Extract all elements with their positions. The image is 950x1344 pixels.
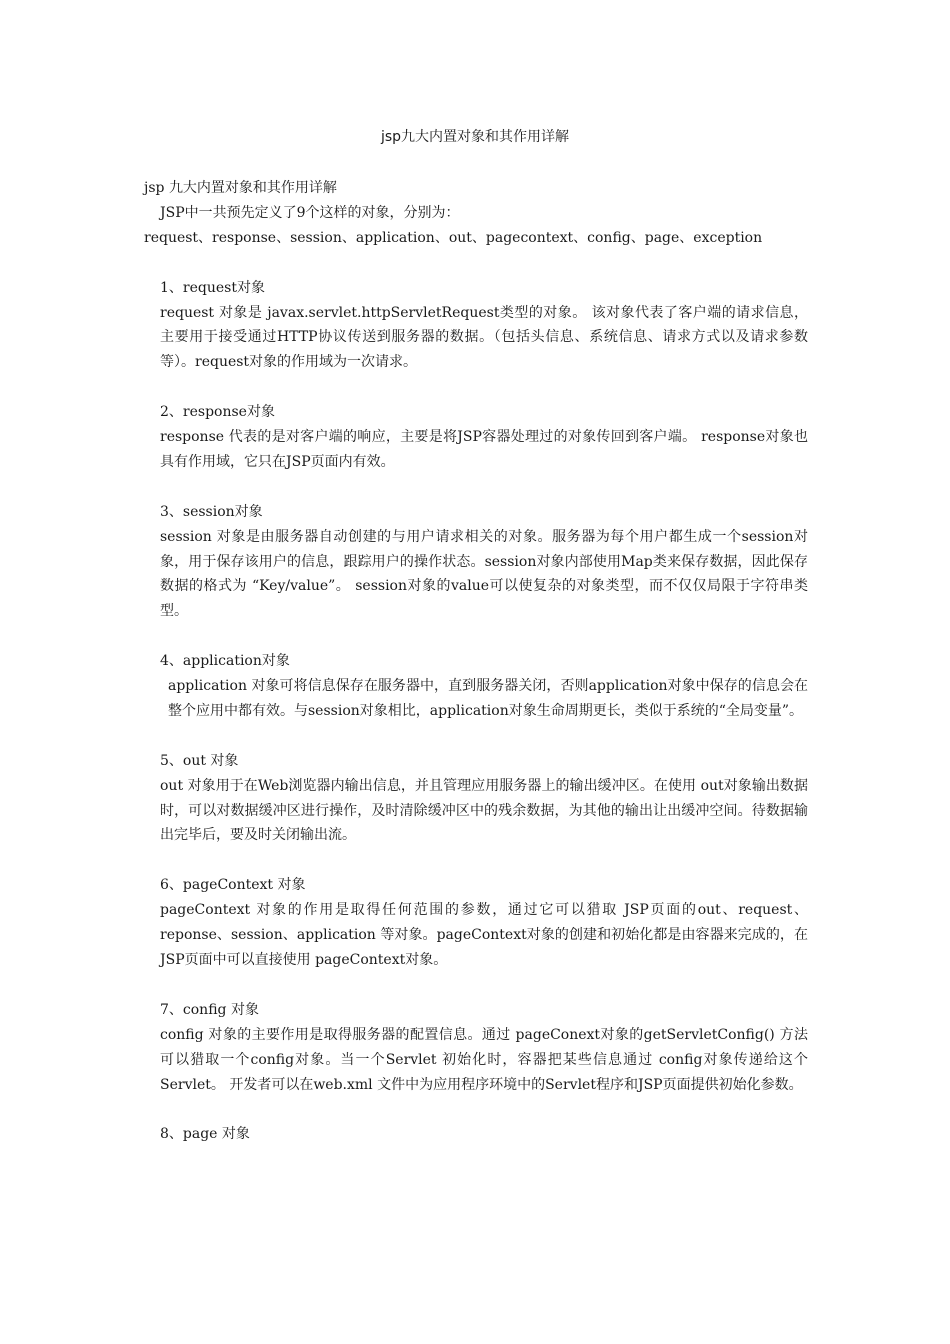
section-heading-request: 1、request对象 <box>160 279 265 296</box>
intro-lead: JSP中一共预先定义了9个这样的对象，分别为： <box>160 204 460 221</box>
section-heading-application: 4、application对象 <box>160 653 290 670</box>
section-heading-out: 5、out 对象 <box>160 752 239 769</box>
spacer <box>144 1097 808 1122</box>
spacer <box>144 624 808 649</box>
section-heading-session: 3、session对象 <box>160 503 263 520</box>
section-body-application: application 对象可将信息保存在服务器中，直到服务器关闭，否则application对象中保存的信息会在整个应用中都有效。与session对象相比，application对象生命周期更长，类似于系统的“全局变量”。 <box>168 678 808 719</box>
document-title: jsp九大内置对象和其作用详解 <box>380 129 570 145</box>
spacer <box>144 375 808 400</box>
spacer <box>144 251 808 276</box>
spacer <box>144 724 808 749</box>
section-body-pagecontext: pageContext 对象的作用是取得任何范围的参数，通过它可以猎取 JSP页面的out、request、reponse、session、application 等对象。pageContext对象的创建和初始化都是由容器来完成的，在JSP页面中可以直接使用 pageContext对象。 <box>160 902 808 968</box>
section-heading-pagecontext: 6、pageContext 对象 <box>160 877 306 894</box>
intro-object-list: request、response、session、application、out、pagecontext、config、page、exception <box>144 229 763 246</box>
spacer <box>144 475 808 500</box>
section-body-config: config 对象的主要作用是取得服务器的配置信息。通过 pageConext对象的getServletConfig() 方法可以猎取一个config对象。当一个Servlet 初始化时，容器把某些信息通过 config对象传递给这个 Servlet。 开发者可以在web.xml 文件中为应用程序环境中的Servlet程序和JSP页面提供初始化参数。 <box>160 1026 808 1093</box>
section-heading-config: 7、config 对象 <box>160 1001 259 1018</box>
spacer <box>144 973 808 998</box>
intro-heading: jsp 九大内置对象和其作用详解 <box>144 180 337 196</box>
section-heading-page: 8、page 对象 <box>160 1126 250 1143</box>
section-body-request: request 对象是 javax.servlet.httpServletRequest类型的对象。 该对象代表了客户端的请求信息，主要用于接受通过HTTP协议传送到服务器的数据。（包括头信息、系统信息、请求方式以及请求参数等）。request对象的作用域为一次请求。 <box>160 304 808 371</box>
section-body-session: session 对象是由服务器自动创建的与用户请求相关的对象。服务器为每个用户都生成一个session对象，用于保存该用户的信息，跟踪用户的操作状态。session对象内部使用Map类来保存数据，因此保存数据的格式为 “Key/value”。 session对象的value可以使复杂的对象类型，而不仅仅局限于字符串类型。 <box>160 528 808 620</box>
section-body-response: response 代表的是对客户端的响应，主要是将JSP容器处理过的对象传回到客户端。 response对象也具有作用域，它只在JSP页面内有效。 <box>160 429 808 470</box>
section-heading-response: 2、response对象 <box>160 404 275 421</box>
document-body <box>144 176 808 1147</box>
section-body-out: out 对象用于在Web浏览器内输出信息，并且管理应用服务器上的输出缓冲区。在使用 out对象输出数据时，可以对数据缓冲区进行操作，及时清除缓冲区中的残余数据，为其他的输出让出缓冲空间。待数据输出完毕后，要及时关闭输出流。 <box>160 777 808 844</box>
spacer <box>144 848 808 873</box>
